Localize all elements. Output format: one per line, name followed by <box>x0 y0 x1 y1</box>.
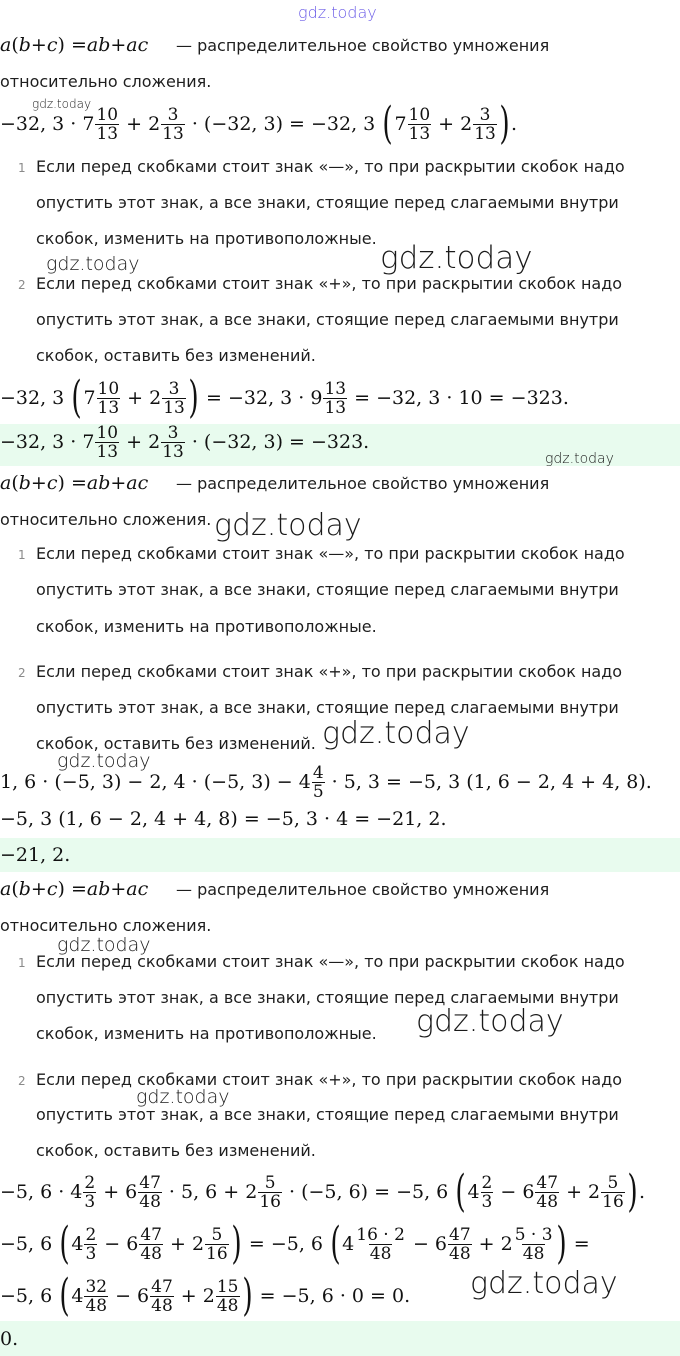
property-text-3b: относительно сложения. <box>0 916 212 935</box>
watermark-10: gdz.today <box>136 1086 230 1108</box>
rule1-line2: опустить этот знак, а все знаки, стоящие перед слагаемыми внутри <box>36 193 619 212</box>
watermark-6: gdz.today <box>322 716 470 751</box>
equation-1-1: −32, 3 · 7 $\frac{10}{13}$ + 2 $\frac{3}{13}$ · (−32, 3) = −32, 3 ( 7 $\frac{10}{13}$ + 2 $\frac{3}{13}$ ) . <box>0 98 518 149</box>
property-text-2: — распределительное свойство умножения <box>176 474 550 493</box>
answer-1: −32, 3 · 7 $\frac{10}{13}$ + 2 $\frac{3}{13}$ · (−32, 3) = −323. <box>0 422 370 462</box>
rule2-line2: опустить этот знак, а все знаки, стоящие перед слагаемыми внутри <box>36 310 619 329</box>
watermark-9: gdz.today <box>416 1004 564 1039</box>
rule1-marker: 1 <box>18 161 26 175</box>
rule1-line2-3: опустить этот знак, а все знаки, стоящие перед слагаемыми внутри <box>36 988 619 1007</box>
rule2-marker-2: 2 <box>18 666 26 680</box>
answer-highlight-2 <box>0 838 680 872</box>
equation-2-2: −5, 3 (1, 6 − 2, 4 + 4, 8) = −5, 3 · 4 = −21, 2. <box>0 808 447 830</box>
rule1-line3: скобок, изменить на противоположные. <box>36 229 377 248</box>
property-text-1: — распределительное свойство умножения <box>176 36 550 55</box>
answer-highlight-3 <box>0 1321 680 1356</box>
property-text-2b: относительно сложения. <box>0 510 212 529</box>
rule2-line3-2: скобок, оставить без изменений. <box>36 734 316 753</box>
rule2-marker-3: 2 <box>18 1074 26 1088</box>
answer-2-text: −21, 2. <box>0 844 71 866</box>
rule1-marker-3: 1 <box>18 956 26 970</box>
equation-3-1: −5, 6 · 4 $\frac{2}{3}$ + 6 $\frac{47}{48}$ · 5, 6 + 2 $\frac{5}{16}$ · (−5, 6) = −5, 6 ( 4 $\frac{2}{3}$ − 6 $\frac{47}{48}$ + 2 $\frac{5}{16}$ ) . <box>0 1166 645 1217</box>
watermark-2: gdz.today <box>46 253 140 275</box>
answer-3 <box>0 1326 18 1352</box>
rule2-line2-3: опустить этот знак, а все знаки, стоящие перед слагаемыми внутри <box>36 1105 619 1124</box>
watermark-7: gdz.today <box>57 750 151 772</box>
formula-distributive-3: a ( b + c ) = ab + ac <box>0 878 149 900</box>
rule1-marker-2: 1 <box>18 548 26 562</box>
rule1-line1-2: Если перед скобками стоит знак «—», то при раскрытии скобок надо <box>36 544 625 563</box>
rule1-line1: Если перед скобками стоит знак «—», то при раскрытии скобок надо <box>36 157 625 176</box>
equation-3-2: −5, 6 ( 4 $\frac{2}{3}$ − 6 $\frac{47}{48}$ + 2 $\frac{5}{16}$ ) = −5, 6 ( 4 $\frac{16 \cdot 2}{48}$ − 6 $\frac{47}{48}$ + 2 $\frac{5 \cdot 3}{48}$ ) = <box>0 1218 590 1269</box>
rule2-marker: 2 <box>18 278 26 292</box>
rule2-line1-2: Если перед скобками стоит знак «+», то при раскрытии скобок надо <box>36 662 623 681</box>
watermark-11: gdz.today <box>470 1266 618 1301</box>
answer-3-text: 0. <box>0 1328 19 1350</box>
rule1-line3-2: скобок, изменить на противоположные. <box>36 617 377 636</box>
watermark-3: gdz.today <box>380 240 533 276</box>
rule1-line1-3: Если перед скобками стоит знак «—», то при раскрытии скобок надо <box>36 952 625 971</box>
equation-2-1: 1, 6 · (−5, 3) − 2, 4 · (−5, 3) − 4 $\frac{4}{5}$ · 5, 3 = −5, 3 (1, 6 − 2, 4 + 4, 8). <box>0 762 652 802</box>
watermark-5: gdz.today <box>214 508 362 543</box>
rule1-line2-2: опустить этот знак, а все знаки, стоящие перед слагаемыми внутри <box>36 580 619 599</box>
property-text-3: — распределительное свойство умножения <box>176 880 550 899</box>
watermark-8: gdz.today <box>57 934 151 956</box>
rule2-line1-3: Если перед скобками стоит знак «+», то при раскрытии скобок надо <box>36 1070 623 1089</box>
answer-2 <box>0 842 70 868</box>
rule2-line3-3: скобок, оставить без изменений. <box>36 1141 316 1160</box>
formula-distributive-2: a ( b + c ) = ab + ac <box>0 472 149 494</box>
rule2-line2-2: опустить этот знак, а все знаки, стоящие перед слагаемыми внутри <box>36 698 619 717</box>
rule2-line1: Если перед скобками стоит знак «+», то при раскрытии скобок надо <box>36 274 623 293</box>
watermark-4: gdz.today <box>545 451 614 467</box>
rule2-line3: скобок, оставить без изменений. <box>36 346 316 365</box>
formula-distributive-1: a ( b + c ) = ab + ac <box>0 34 149 56</box>
equation-1-2: −32, 3 ( 7 $\frac{10}{13}$ + 2 $\frac{3}{13}$ ) = −32, 3 · 9 $\frac{13}{13}$ = −32, 3 · 10 = −323. <box>0 372 569 423</box>
watermark-top: gdz.today <box>298 3 377 22</box>
equation-3-3: −5, 6 ( 4 $\frac{32}{48}$ − 6 $\frac{47}{48}$ + 2 $\frac{15}{48}$ ) = −5, 6 · 0 = 0. <box>0 1270 411 1321</box>
rule1-line3-3: скобок, изменить на противоположные. <box>36 1024 377 1043</box>
watermark-small-1: gdz.today <box>32 97 92 111</box>
property-text-1b: относительно сложения. <box>0 72 212 91</box>
